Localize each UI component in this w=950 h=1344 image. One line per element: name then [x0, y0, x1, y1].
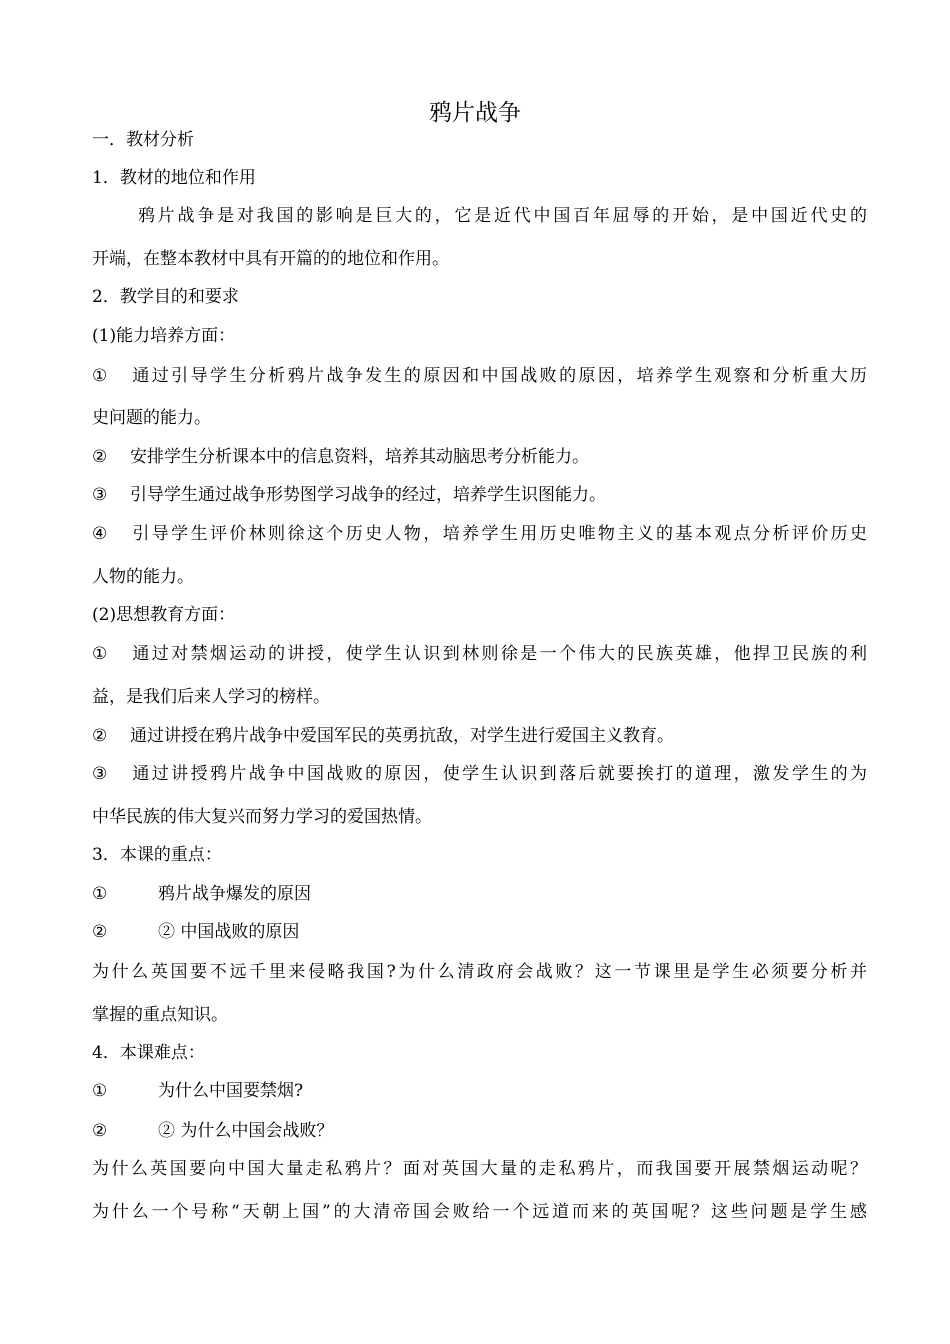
paragraph-line: 史问题的能力。	[92, 408, 211, 428]
paragraph-line: 中华民族的伟大复兴而努力学习的爱国热情。	[92, 807, 432, 827]
list-marker: ③	[92, 485, 108, 505]
list-marker: ④	[92, 524, 108, 544]
paragraph-line: 为什么英国要不远千里来侵略我国?为什么清政府会战败？这一节课里是学生必须要分析并	[92, 962, 867, 982]
list-item-text: 通过讲授鸦片战争中国战败的原因，使学生认识到落后就要挨打的道理，激发学生的为	[130, 764, 867, 784]
list-item	[92, 643, 867, 665]
subsection-heading: 1．教材的地位和作用	[92, 168, 256, 188]
list-item	[92, 921, 867, 943]
list-item	[92, 365, 867, 387]
list-item-text: 引导学生评价林则徐这个历史人物，培养学生用历史唯物主义的基本观点分析评价历史	[130, 524, 867, 544]
list-item	[92, 523, 867, 545]
subsection-heading: 3．本课的重点：	[92, 845, 222, 865]
list-item-text: 为什么中国要禁烟?	[158, 1081, 304, 1101]
paragraph-line: 掌握的重点知识。	[92, 1005, 228, 1025]
list-marker: ①	[92, 644, 108, 664]
list-marker: ①	[92, 1081, 108, 1101]
section-heading: 一．教材分析	[92, 130, 194, 150]
page-title: 鸦片战争	[429, 100, 521, 126]
list-item-text: 通过对禁烟运动的讲授，使学生认识到林则徐是一个伟大的民族英雄，他捍卫民族的利	[130, 644, 867, 664]
list-item-text: 引导学生通过战争形势图学习战争的经过，培养学生识图能力。	[130, 485, 606, 505]
list-heading: (2)思想教育方面：	[92, 605, 236, 625]
list-item	[92, 725, 867, 747]
list-marker: ①	[92, 366, 108, 386]
list-marker: ①	[92, 884, 108, 904]
list-item-text: ② 中国战败的原因	[158, 922, 300, 942]
list-marker: ②	[92, 1121, 108, 1141]
paragraph-line: 开端，在整本教材中具有开篇的的地位和作用。	[92, 249, 449, 269]
list-item-text: ② 为什么中国会战败？	[158, 1121, 334, 1141]
paragraph-line: 为什么英国要向中国大量走私鸦片？面对英国大量的走私鸦片，而我国要开展禁烟运动呢？	[92, 1159, 867, 1179]
subsection-heading: 2．教学目的和要求	[92, 287, 239, 307]
list-item-text: 通过讲授在鸦片战争中爱国军民的英勇抗敌，对学生进行爱国主义教育。	[130, 726, 674, 746]
list-item-text: 安排学生分析课本中的信息资料，培养其动脑思考分析能力。	[130, 447, 589, 467]
list-marker: ②	[92, 447, 108, 467]
subsection-heading: 4．本课难点：	[92, 1043, 205, 1063]
list-item-text: 通过引导学生分析鸦片战争发生的原因和中国战败的原因，培养学生观察和分析重大历	[130, 366, 867, 386]
paragraph-line: 鸦片战争是对我国的影响是巨大的，它是近代中国百年屈辱的开始，是中国近代史的	[138, 206, 867, 226]
list-item	[92, 763, 867, 785]
list-item	[92, 484, 867, 506]
list-marker: ③	[92, 764, 108, 784]
paragraph-line: 人物的能力。	[92, 567, 194, 587]
list-item-text: 鸦片战争爆发的原因	[158, 884, 311, 904]
list-item	[92, 1080, 867, 1102]
list-marker: ②	[92, 922, 108, 942]
paragraph-line: 益，是我们后来人学习的榜样。	[92, 687, 330, 707]
list-item	[92, 883, 867, 905]
list-item	[92, 446, 867, 468]
list-heading: (1)能力培养方面：	[92, 326, 236, 346]
list-item	[92, 1120, 867, 1142]
paragraph-line: 为什么一个号称“天朝上国”的大清帝国会败给一个远道而来的英国呢？这些问题是学生感	[92, 1202, 867, 1222]
list-marker: ②	[92, 726, 108, 746]
